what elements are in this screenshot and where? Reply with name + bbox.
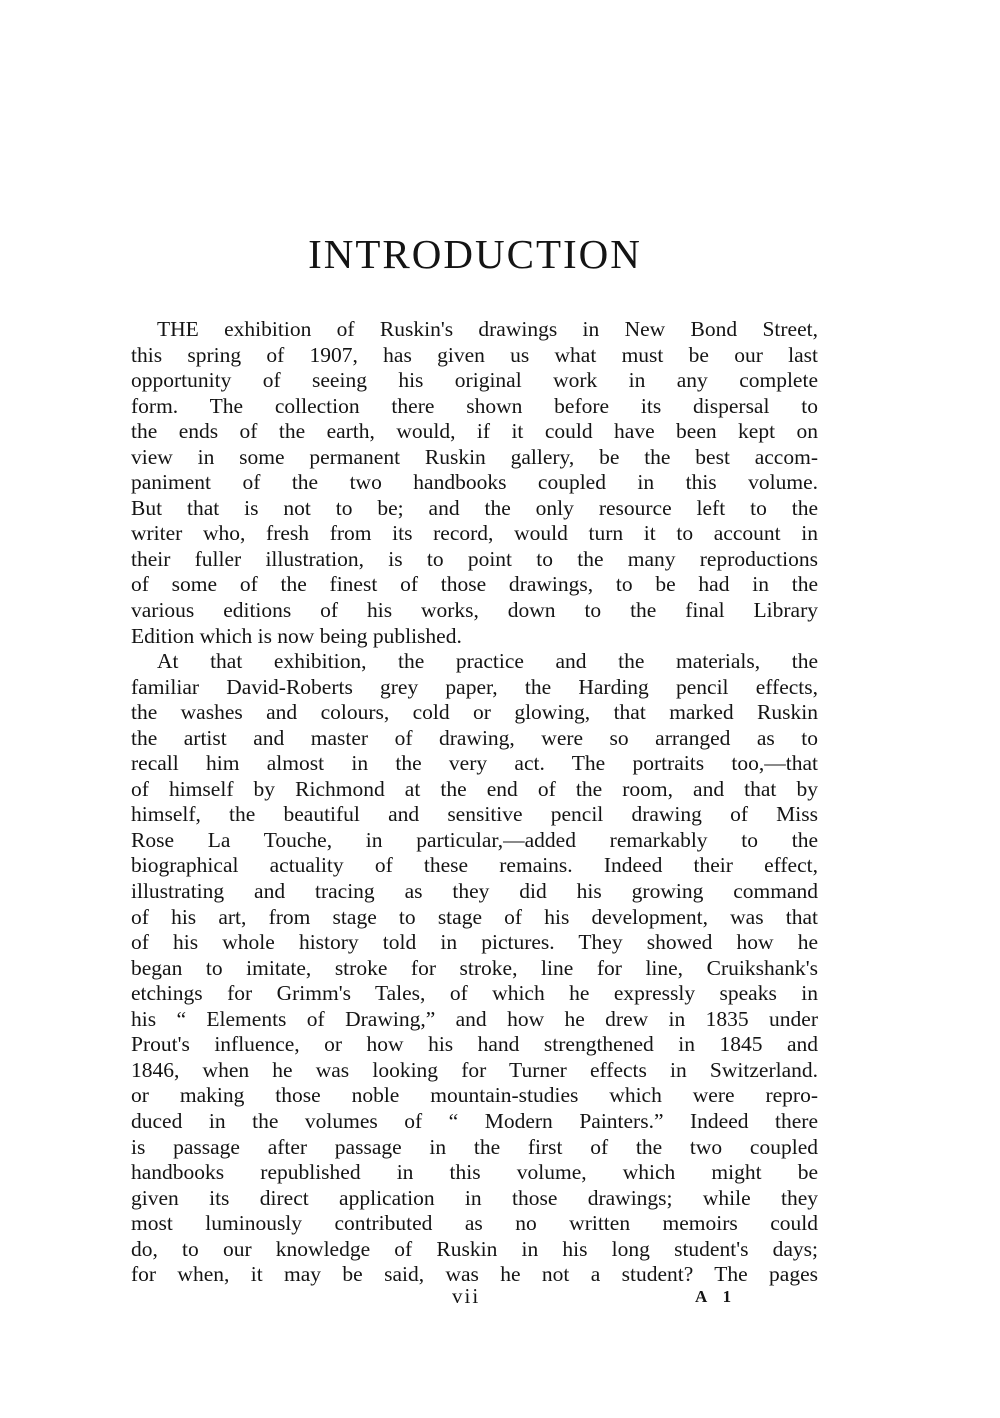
- text-line: his “ Elements of Drawing,” and how he drew in 1835 under: [131, 1006, 818, 1031]
- text-line: opportunity of seeing his original work in any complete: [131, 368, 818, 393]
- text-line: or making those noble mountain-studies which were repro-: [131, 1083, 818, 1108]
- text-line: of himself by Richmond at the end of the room, and that by: [131, 776, 818, 801]
- text-line: writer who, fresh from its record, would turn it to account in: [131, 521, 818, 546]
- text-line: At that exhibition, the practice and the materials, the: [157, 649, 818, 674]
- text-line: the ends of the earth, would, if it could have been kept on: [131, 419, 818, 444]
- text-line: began to imitate, stroke for stroke, line for line, Cruikshank's: [131, 955, 818, 980]
- text-line: biographical actuality of these remains. Indeed their effect,: [131, 853, 818, 878]
- text-line: most luminously contributed as no written memoirs could: [131, 1211, 818, 1236]
- text-line: various editions of his works, down to the final Library: [131, 598, 818, 623]
- signature-mark: A 1: [695, 1287, 738, 1306]
- text-line: recall him almost in the very act. The portraits too,—that: [131, 751, 818, 776]
- text-line: is passage after passage in the first of the two coupled: [131, 1134, 818, 1159]
- text-line: the artist and master of drawing, were so arranged as to: [131, 725, 818, 750]
- chapter-title: INTRODUCTION: [308, 231, 642, 277]
- text-line: for when, it may be said, was he not a student? The pages: [131, 1262, 818, 1287]
- text-line: THE exhibition of Ruskin's drawings in New Bond Street,: [157, 317, 818, 341]
- text-line: the washes and colours, cold or glowing, that marked Ruskin: [131, 700, 818, 725]
- text-line: Edition which is now being published.: [131, 623, 462, 648]
- text-line: this spring of 1907, has given us what must be our last: [131, 342, 818, 367]
- text-line: their fuller illustration, is to point to the many reproductions: [131, 546, 818, 571]
- page-number: vii: [452, 1284, 481, 1308]
- text-line: form. The collection there shown before its dispersal to: [131, 393, 818, 418]
- text-line: paniment of the two handbooks coupled in this volume.: [131, 470, 818, 495]
- text-line: do, to our knowledge of Ruskin in his long student's days;: [131, 1236, 818, 1261]
- text-line: familiar David-Roberts grey paper, the Harding pencil effects,: [131, 674, 818, 699]
- text-line: view in some permanent Ruskin gallery, be the best accom-: [131, 444, 818, 469]
- text-line: given its direct application in those drawings; while they: [131, 1185, 818, 1210]
- drop-word: THE: [157, 317, 199, 341]
- text-line: 1846, when he was looking for Turner effects in Switzerland.: [131, 1057, 818, 1082]
- text-line: duced in the volumes of “ Modern Painters.” Indeed there: [131, 1108, 818, 1133]
- text-line: Prout's influence, or how his hand strengthened in 1845 and: [131, 1032, 818, 1057]
- text-line: But that is not to be; and the only resource left to the: [131, 495, 818, 520]
- text-line: illustrating and tracing as they did his growing command: [131, 879, 818, 904]
- text-line: handbooks republished in this volume, which might be: [131, 1160, 818, 1185]
- text-line: etchings for Grimm's Tales, of which he expressly speaks in: [131, 981, 818, 1006]
- text-line: of his whole history told in pictures. They showed how he: [131, 930, 818, 955]
- text-line: of his art, from stage to stage of his development, was that: [131, 904, 818, 929]
- text-line: himself, the beautiful and sensitive pencil drawing of Miss: [131, 802, 818, 827]
- text-line: of some of the finest of those drawings, to be had in the: [131, 572, 818, 597]
- body-text: [131, 317, 818, 1288]
- text-line: Rose La Touche, in particular,—added remarkably to the: [131, 827, 818, 852]
